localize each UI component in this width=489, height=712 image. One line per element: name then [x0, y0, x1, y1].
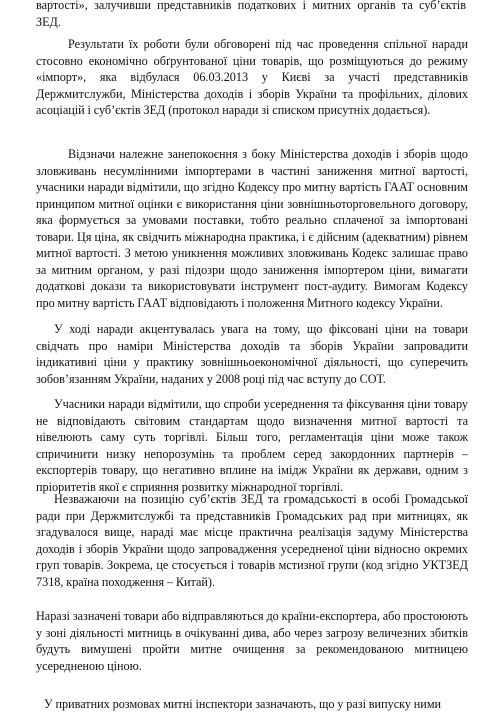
paragraph-goods-status: Наразі зазначені товари або відправляються до країни-експортера, або простоюють у зоні діяльності митниць в очікуванні дива, або через загрозу величезних збитків будуть вимушені пройти митне очищення за рекомендованою митницею усередненою ціною. — [36, 609, 468, 673]
paragraph-price-averaging: Учасники наради відмітили, що спроби усереднення та фіксування ціни товару не відповідають світовим стандартам щодо визначення митної вартості та нівелюють саму суть торгівлі. Більш того, регламентація ціни може також спричинити низку непорозумінь та проблем серед закордонних партнерів – експортерів товару, що негативно вплине на імідж України як держави, одним з пріоритетів якої є сприяння розвитку міжнародної торгівлі. — [36, 397, 468, 494]
paragraph-despite-position: Незважаючи на позицію суб’єктів ЗЕД та громадськості в особі Громадської ради при Держмитслужбі та представників Громадських рад при митницях, як згадувалося вище, нараді має місце практична реалізація задуму Міністерства доходів і зборів України щодо запровадження усередненої ціни відносно окремих груп товарів. Зокрема, це стосується і товарів мстизної групи (код згідно УКТЗЕД 7318, країна походження – Китай). — [36, 492, 468, 589]
paragraph-meeting-results: Результати їх роботи були обговорені під час проведення спільної наради стосовно економічно обґрунтованої ціни товарів, що розміщуються до режиму «імпорт», яка відбулася 06.03.2013 у Києві за участі представників Держмитслужби, Міністерства доходів і зборів України та профільних, ділових асоціацій і суб’єктів ЗЕД (протокол наради зі списком присутніх додається). — [36, 37, 468, 117]
paragraph-gatt-valuation: Відзначи належне занепокоєння з боку Міністерства доходів і зборів щодо зловживань несумлінними імпортерами в частині заниження митної вартості, учасники наради відмітили, що згідно Кодексу про митну вартість ГААТ основним принципом митної оцінки є використання ціни зовнішньоторговельного договору, яка формується за умовами поставки, тобто реально сплаченої за імпортовані товари. Ця ціна, як свідчить міжнародна практика, і є дійсним (адекватним) рівнем митної вартості. З метою уникнення можливих зловживань Кодекс залишає право за митним органом, у разі підозри щодо заниження імпортером ціни, вимагати додаткові докази та використовувати інструмент пост-аудиту. Вимогам Кодексу про митну вартість ГААТ відповідають і положення Митного кодексу України. — [36, 147, 468, 310]
paragraph-indicative-prices: У ході наради акцентувалась увага на тому, що фіксовані ціни на товари свідчать про наміри Міністерства доходів та зборів України запровадити індикативні ціни у практику зовнішньоекономічної діяльності, що суперечить зобов’язанням України, наданих у 2008 році під час вступу до СОТ. — [36, 322, 468, 386]
paragraph-private-conversations: У приватних розмовах митні інспектори зазначають, що у разі випуску ними — [44, 697, 442, 711]
paragraph-intro-continuation: вартості», залучивши представників податкових і митних органів та суб’єктів ЗЕД. — [36, 0, 466, 29]
